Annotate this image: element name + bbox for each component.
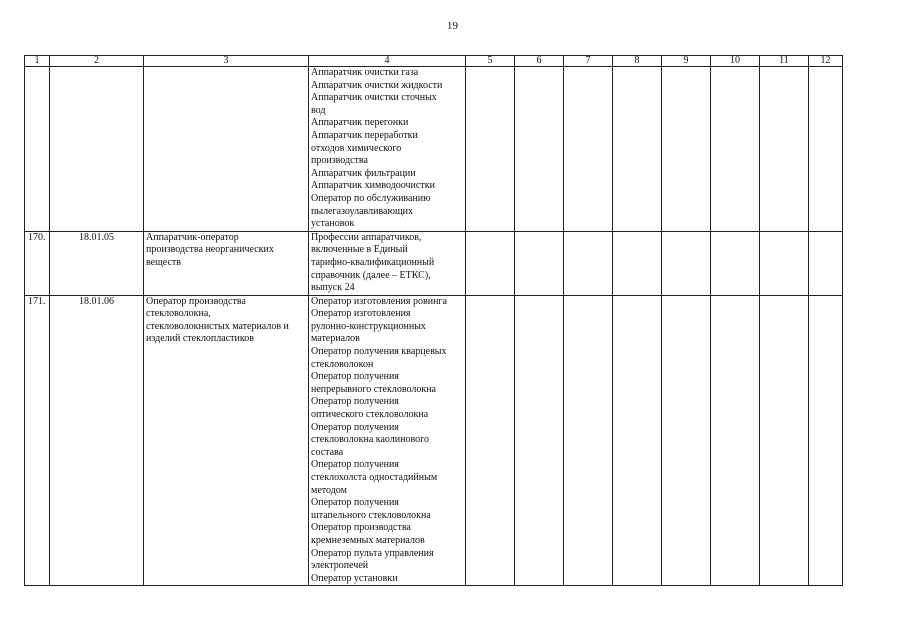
profession-name-line: стекловолокна, — [146, 308, 211, 320]
related-profession-line: включенные в Единый — [311, 244, 408, 256]
empty-cell — [613, 231, 662, 295]
profession-name-cell — [144, 67, 309, 232]
related-profession-line: Оператор получения — [311, 421, 399, 433]
related-profession-line: Оператор по обслуживанию — [311, 192, 431, 204]
related-profession-line: оптического стекловолокна — [311, 409, 429, 421]
profession-name-line: Аппаратчик-оператор — [146, 231, 239, 243]
related-profession-line: Оператор получения — [311, 371, 399, 383]
empty-cell — [809, 295, 843, 586]
related-profession-line: Оператор получения кварцевых — [311, 346, 447, 358]
related-professions-cell — [309, 231, 466, 295]
related-profession-line: вод — [311, 104, 326, 116]
empty-cell — [711, 67, 760, 232]
related-profession-line: Оператор получения — [311, 497, 399, 509]
related-profession-line: состава — [311, 446, 344, 458]
related-profession-line: Аппаратчик очистки жидкости — [311, 79, 443, 91]
related-profession-line: Оператор получения — [311, 396, 399, 408]
related-profession-line: Аппаратчик очистки сточных — [311, 92, 437, 104]
column-header: 2 — [50, 56, 144, 67]
related-professions-cell — [309, 295, 466, 586]
profession-name-line: веществ — [146, 256, 182, 268]
empty-cell — [711, 295, 760, 586]
table-row — [25, 231, 843, 295]
empty-cell — [662, 231, 711, 295]
column-header: 5 — [466, 56, 515, 67]
empty-cell — [466, 67, 515, 232]
profession-code-cell — [50, 67, 144, 232]
related-profession-line: методом — [311, 484, 347, 496]
related-profession-line: Оператор пульта управления — [311, 547, 434, 559]
column-header: 4 — [309, 56, 466, 67]
empty-cell — [515, 67, 564, 232]
related-profession-line: пылегазоулавливающих — [311, 205, 414, 217]
related-profession-line: Аппаратчик очистки газа — [311, 67, 419, 78]
empty-cell — [760, 295, 809, 586]
related-profession-line: Оператор производства — [311, 522, 411, 534]
column-number-header-row — [25, 56, 843, 67]
table-row — [25, 295, 843, 586]
related-profession-line: установок — [311, 218, 355, 230]
empty-cell — [711, 231, 760, 295]
empty-cell — [564, 67, 613, 232]
row-number-cell — [25, 67, 50, 232]
profession-code-cell: 18.01.06 — [50, 295, 144, 586]
empty-cell — [809, 231, 843, 295]
column-header: 7 — [564, 56, 613, 67]
related-profession-line: Оператор получения — [311, 459, 399, 471]
empty-cell — [564, 295, 613, 586]
profession-name-line: стекловолокнистых материалов и — [146, 320, 289, 332]
related-profession-line: Аппаратчик перегонки — [311, 117, 409, 129]
empty-cell — [662, 67, 711, 232]
column-header: 9 — [662, 56, 711, 67]
related-profession-line: Аппаратчик химводоочистки — [311, 180, 435, 192]
column-header: 6 — [515, 56, 564, 67]
empty-cell — [613, 295, 662, 586]
empty-cell — [760, 67, 809, 232]
related-profession-line: электропечей — [311, 560, 369, 572]
profession-name-cell — [144, 231, 309, 295]
page-number: 19 — [447, 20, 458, 32]
related-profession-line: материалов — [311, 333, 360, 345]
related-profession-line: выпуск 24 — [311, 282, 355, 294]
empty-cell — [466, 231, 515, 295]
related-profession-line: стекловолокон — [311, 358, 374, 370]
related-profession-line: отходов химического — [311, 142, 402, 154]
related-profession-line: непрерывного стекловолокна — [311, 383, 436, 395]
related-profession-line: Оператор установки — [311, 572, 398, 584]
column-header: 8 — [613, 56, 662, 67]
empty-cell — [515, 231, 564, 295]
empty-cell — [809, 67, 843, 232]
related-professions-cell — [309, 67, 466, 232]
related-profession-line: стекловолокна каолинового — [311, 434, 429, 446]
related-profession-line: Аппаратчик переработки — [311, 129, 418, 141]
profession-name-cell — [144, 295, 309, 586]
professions-table — [24, 55, 843, 586]
related-profession-line: рулонно-конструкционных — [311, 320, 426, 332]
profession-name-line: изделий стеклопластиков — [146, 333, 254, 345]
empty-cell — [662, 295, 711, 586]
table-body — [25, 67, 843, 586]
profession-name-line: производства неорганических — [146, 244, 274, 256]
column-header: 12 — [809, 56, 843, 67]
related-profession-line: Оператор изготовления — [311, 308, 411, 320]
empty-cell — [466, 295, 515, 586]
column-header: 3 — [144, 56, 309, 67]
related-profession-line: кремнеземных материалов — [311, 534, 425, 546]
related-profession-line: тарифно-квалификационный — [311, 256, 435, 268]
column-header: 11 — [760, 56, 809, 67]
row-number-cell: 171. — [25, 295, 50, 586]
empty-cell — [613, 67, 662, 232]
related-profession-line: Аппаратчик фильтрации — [311, 167, 416, 179]
related-profession-line: стеклохолста одностадийным — [311, 472, 438, 483]
empty-cell — [515, 295, 564, 586]
related-profession-line: Оператор изготовления ровинга — [311, 295, 447, 307]
column-header: 10 — [711, 56, 760, 67]
profession-name-line: Оператор производства — [146, 295, 246, 307]
table-row — [25, 67, 843, 232]
related-profession-line: штапельного стекловолокна — [311, 509, 431, 521]
profession-code-cell: 18.01.05 — [50, 231, 144, 295]
empty-cell — [564, 231, 613, 295]
related-profession-line: Профессии аппаратчиков, — [311, 231, 422, 243]
column-header: 1 — [25, 56, 50, 67]
related-profession-line: производства — [311, 155, 368, 167]
row-number-cell: 170. — [25, 231, 50, 295]
empty-cell — [760, 231, 809, 295]
related-profession-line: справочник (далее – ЕТКС), — [311, 269, 431, 281]
